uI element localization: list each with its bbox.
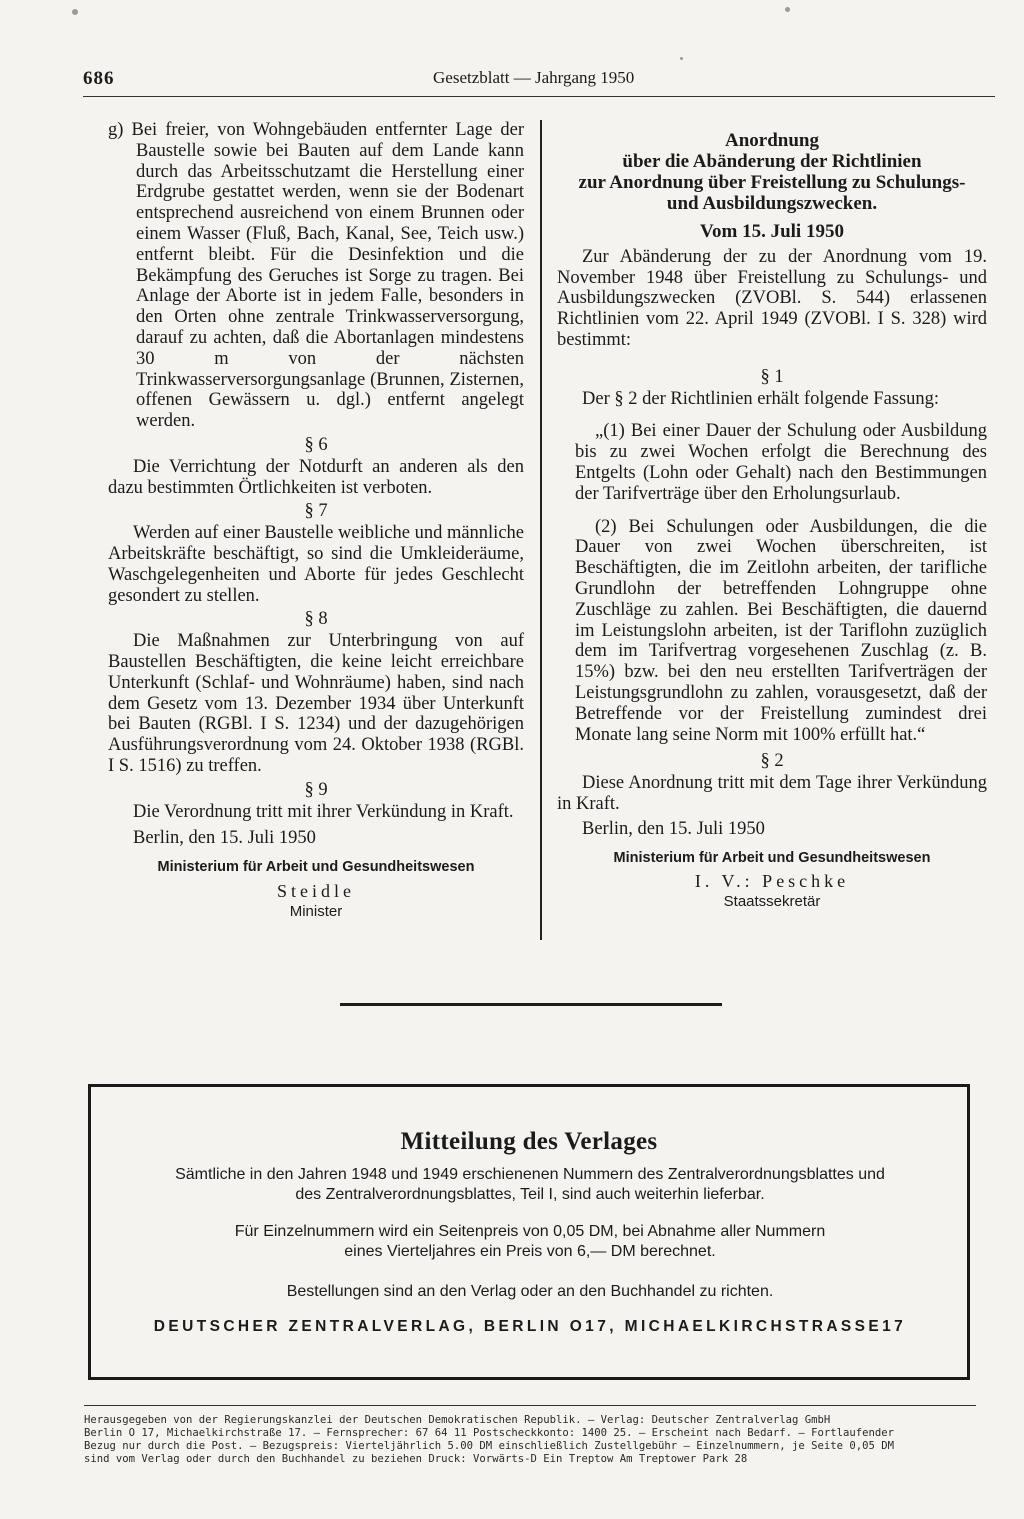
ordinance-title-line4: und Ausbildungszwecken. xyxy=(666,193,878,214)
left-column xyxy=(108,120,524,922)
signer-title: Staatssekretär xyxy=(723,893,821,911)
ministry-name: Ministerium für Arbeit und Gesundheitswesen xyxy=(157,859,475,876)
ordinance-date: Vom 15. Juli 1950 xyxy=(700,221,844,242)
section-heading-9: § 9 xyxy=(304,779,328,800)
place-date: Berlin, den 15. Juli 1950 xyxy=(133,828,316,849)
column-divider xyxy=(540,120,542,940)
section-heading-7: § 7 xyxy=(304,501,328,522)
ordinance-title-line2: über die Abänderung der Richtlinien xyxy=(622,151,922,172)
quoted-paragraph-1: „(1) Bei einer Dauer der Schulung oder Ausbildung bis zu zwei Wochen erfolgt die Berechnung des Entgelts (Lohn oder Gehalt) nach den Bestimmungen der Tarifverträge über den Erholungsurlaub. xyxy=(575,421,987,504)
running-title: Gesetzblatt — Jahrgang 1950 xyxy=(433,68,635,87)
notice-paragraph-2 xyxy=(110,1222,950,1262)
notice-p2-line2: eines Vierteljahres ein Preis von 6,— DM berechnet. xyxy=(344,1243,716,1260)
scan-speck xyxy=(680,57,683,60)
section-separator xyxy=(340,1003,722,1006)
signer-title: Minister xyxy=(289,902,343,920)
notice-paragraph-3: Bestellungen sind an den Verlag oder an den Buchhandel zu richten. xyxy=(286,1283,774,1300)
signer-name: I. V.: Peschke xyxy=(694,871,850,892)
notice-title: Mitteilung des Verlages xyxy=(400,1128,658,1155)
section-heading-1: § 1 xyxy=(760,366,784,387)
signer-name: Steidle xyxy=(277,880,355,901)
ministry-name: Ministerium für Arbeit und Gesundheitswesen xyxy=(613,849,931,866)
notice-p1-line1: Sämtliche in den Jahren 1948 und 1949 erschienenen Nummern des Zentralverordnungsblattes und xyxy=(175,1166,885,1183)
section-text-7: Werden auf einer Baustelle weibliche und männliche Arbeitskräfte beschäftigt, so sind die Umkleideräume, Waschgelegenheiten und Aborte für jedes Geschlecht gesondert zu stellen. xyxy=(108,523,524,606)
ordinance-title-line3: zur Anordnung über Freistellung zu Schulungs- xyxy=(578,172,966,193)
section-text-8: Die Maßnahmen zur Unterbringung von auf Baustellen Beschäftigten, die keine leicht erreichbare Unterkunft (Schlaf- und Wohnräume) haben, sind nach dem Gesetz vom 13. Dezember 1934 über Unterkunft bei Bauten (RGBl. I S. 1234) und der dazugehörigen Ausführungsverordnung vom 24. Oktober 1938 (RGBl. I S. 1516) zu treffen. xyxy=(108,631,524,776)
imprint-line-1: Herausgegeben von der Regierungskanzlei der Deutschen Demokratischen Republik. — Verlag: Deutscher Zentralverlag GmbH xyxy=(84,1414,831,1426)
imprint-line-2: Berlin O 17, Michaelkirchstraße 17. — Fernsprecher: 67 64 11 Postscheckkonto: 1400 25. — Erscheint nach Bedarf. — Fortlaufender xyxy=(84,1427,895,1439)
section-text-2: Diese Anordnung tritt mit dem Tage ihrer Verkündung in Kraft. xyxy=(557,773,987,814)
section-heading-6: § 6 xyxy=(304,434,328,455)
footer-rule xyxy=(84,1405,976,1406)
imprint-line-3: Bezug nur durch die Post. — Bezugspreis: Vierteljährlich 5.00 DM einschließlich Zustellgebühr — Einzelnummern, je Seite 0,05 DM xyxy=(84,1440,895,1452)
section-text-9: Die Verordnung tritt mit ihrer Verkündung in Kraft. xyxy=(133,801,514,822)
notice-paragraph-1 xyxy=(110,1165,950,1205)
notice-p1-line2: des Zentralverordnungsblattes, Teil I, sind auch weiterhin lieferbar. xyxy=(295,1186,765,1203)
notice-p2-line1: Für Einzelnummern wird ein Seitenpreis von 0,05 DM, bei Abnahme aller Nummern xyxy=(234,1223,826,1240)
publisher-address: DEUTSCHER ZENTRALVERLAG, BERLIN O17, MICHAELKIRCHSTRASSE17 xyxy=(153,1318,907,1335)
section-heading-2: § 2 xyxy=(760,751,784,772)
place-date: Berlin, den 15. Juli 1950 xyxy=(582,818,765,839)
section-text-6: Die Verrichtung der Notdurft an anderen als den dazu bestimmten Örtlichkeiten ist verboten. xyxy=(108,456,524,498)
section-intro-1: Der § 2 der Richtlinien erhält folgende Fassung: xyxy=(582,388,940,409)
section-heading-8: § 8 xyxy=(304,609,328,630)
header-rule xyxy=(83,96,995,97)
item-g: g) Bei freier, von Wohngebäuden entfernter Lage der Baustelle sowie bei Bauten auf dem Lande kann durch das Arbeitsschutzamt die Herstellung einer Erdgrube gestattet werden, wenn sie der Bodenart entsprechend ausreichend von einem Brunnen oder einem Wasser (Fluß, Bach, Kanal, See, Teich usw.) entfernt bleibt. Für die Desinfektion und die Bekämpfung des Geruches ist Sorge zu tragen. Bei Anlage der Aborte ist in jedem Falle, besonders in den Orten ohne zentrale Trinkwasserversorgung, darauf zu achten, daß die Abortanlagen mindestens 30 m von der nächsten Trinkwasserversorgungsanlage (Brunnen, Zisternen, offenen Gewässern u. dgl.) entfernt angelegt werden. xyxy=(108,120,524,432)
imprint-footer xyxy=(84,1414,976,1466)
imprint-line-4: sind vom Verlag oder durch den Buchhandel zu beziehen Druck: Vorwärts-D Ein Treptow Am Treptower Park 28 xyxy=(84,1453,748,1465)
right-column xyxy=(557,130,987,913)
quoted-paragraph-2: (2) Bei Schulungen oder Ausbildungen, die die Dauer von zwei Wochen überschreiten, ist Beschäftigten, die im Zeitlohn arbeiten, der tarifliche Grundlohn der betreffenden Lohngruppe ohne Zuschläge zu zahlen. Bei Beschäftigten, die dauernd im Leistungslohn arbeiten, ist der Tariflohn zuzüglich dem im Tarifvertrag vorgesehenen Zuschlag (z. B. 15%) bzw. bei den neu erstellten Tarifverträgen der Leistungsgrundlohn zu zahlen, vorausgesetzt, daß der Betreffende vor der Freistellung zumindest drei Monate lang seine Norm mit 100% erfüllt hat.“ xyxy=(575,516,987,745)
scan-speck xyxy=(785,7,790,12)
page-number: 686 xyxy=(83,68,115,89)
scan-speck xyxy=(72,9,78,15)
ordinance-intro: Zur Abänderung der zu der Anordnung vom 19. November 1948 über Freistellung zu Schulungs- und Ausbildungszwecken (ZVOBl. S. 544) erlassenen Richtlinien vom 22. April 1949 (ZVOBl. I S. 328) wird bestimmt: xyxy=(557,246,987,350)
ordinance-title-line1: Anordnung xyxy=(725,130,819,151)
